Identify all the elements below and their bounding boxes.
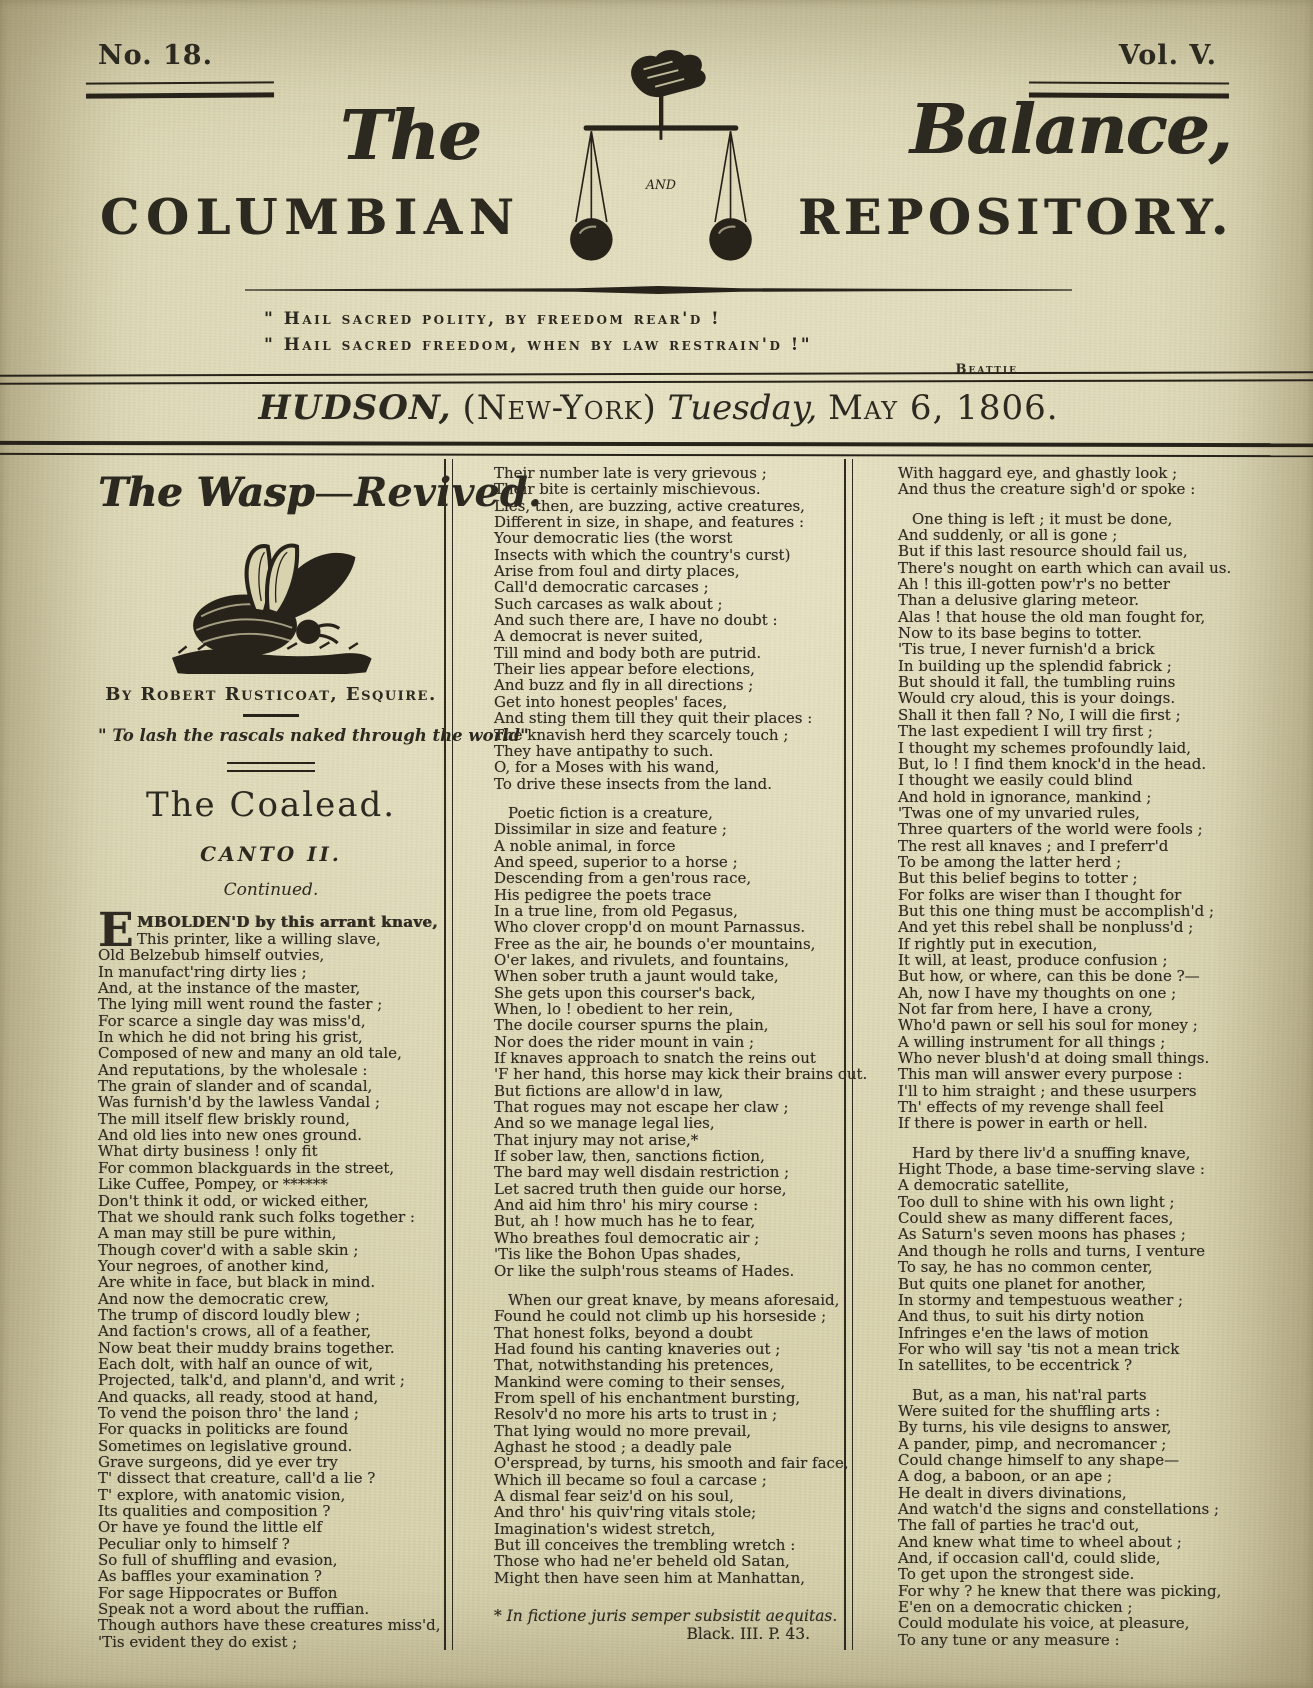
poem-line: Who never blush'd at doing small things. bbox=[898, 1049, 1210, 1068]
poem-line: In manufact'ring dirty lies ; bbox=[98, 962, 307, 981]
poem-line: For why ? he knew that there was picking, bbox=[898, 1581, 1222, 1600]
poem-line: There's nought on earth which can avail us. bbox=[898, 558, 1232, 577]
dateline bbox=[84, 388, 1233, 428]
stanza bbox=[494, 465, 844, 792]
poem-line: In stormy and tempestuous weather ; bbox=[898, 1290, 1184, 1309]
poem-line: This man will answer every purpose : bbox=[898, 1065, 1183, 1084]
poem-line: Though cover'd with a sable skin ; bbox=[98, 1240, 359, 1259]
poem-line: By turns, his vile designs to answer, bbox=[898, 1418, 1172, 1437]
poem-line: If rightly put in execution, bbox=[898, 934, 1098, 953]
poem-line: Could shew as many different faces, bbox=[898, 1209, 1174, 1228]
poem-line: But should it fall, the tumbling ruins bbox=[898, 673, 1176, 692]
poem-line: Was furnish'd by the lawless Vandal ; bbox=[98, 1093, 381, 1112]
byline-rule bbox=[243, 714, 299, 717]
masthead-columbian: COLUMBIAN bbox=[100, 188, 521, 246]
poem-line: And suddenly, or all is gone ; bbox=[898, 526, 1118, 545]
double-rule-above-dateline bbox=[0, 371, 1313, 384]
stanza bbox=[494, 803, 868, 1280]
poem-line: Each dolt, with half an ounce of wit, bbox=[98, 1354, 374, 1373]
poem-line: And speed, superior to a horse ; bbox=[494, 852, 738, 871]
poem-line: One thing is left ; it must be done, bbox=[912, 509, 1173, 528]
poem-line: Infringes e'en the laws of motion bbox=[898, 1323, 1149, 1342]
issue-number: No. 18. bbox=[98, 40, 213, 71]
poem-line: Ah, now I have my thoughts on one ; bbox=[898, 983, 1177, 1002]
poem-line: For who will say 'tis not a mean trick bbox=[898, 1339, 1180, 1358]
poem-line: Let sacred truth then guide our horse, bbox=[494, 1179, 787, 1198]
poem-line: Hard by there liv'd a snuffing knave, bbox=[912, 1143, 1191, 1162]
poem-line: Which ill became so foul a carcase ; bbox=[494, 1470, 767, 1489]
poem-line: 'Tis true, I never furnish'd a brick bbox=[898, 640, 1155, 659]
poem-line: From spell of his enchantment bursting, bbox=[494, 1388, 801, 1407]
poem-line: Would cry aloud, this is your doings. bbox=[898, 689, 1176, 708]
poem-line: I thought we easily could blind bbox=[898, 771, 1133, 790]
poem-line: And, at the instance of the master, bbox=[98, 979, 361, 998]
poem-line: Now beat their muddy brains together. bbox=[98, 1338, 395, 1357]
poem-line: Descending from a gen'rous race, bbox=[494, 869, 752, 888]
poem-line: But this belief begins to totter ; bbox=[898, 869, 1138, 888]
dateline-date: May 6, 1806. bbox=[828, 388, 1059, 428]
poem-line: A willing instrument for all things ; bbox=[898, 1032, 1166, 1051]
wasp-illustration bbox=[145, 536, 397, 674]
article-motto: " To lash the rascals naked through the world" bbox=[98, 726, 529, 745]
poem-line: 'F her hand, this horse may kick their brains out. bbox=[494, 1065, 868, 1084]
poem-line: The rest all knaves ; and I preferr'd bbox=[898, 836, 1169, 855]
short-double-rule bbox=[227, 762, 315, 772]
footnote bbox=[494, 1608, 844, 1643]
masthead-repository: REPOSITORY. bbox=[798, 188, 1233, 246]
poem-line: For common blackguards in the street, bbox=[98, 1158, 395, 1177]
poem-line: T' dissect that creature, call'd a lie ? bbox=[98, 1469, 376, 1488]
poem-line: When, lo ! obedient to her rein, bbox=[494, 1000, 734, 1018]
swelled-rule-divider bbox=[245, 286, 1072, 294]
poem-line: He dealt in divers divinations, bbox=[898, 1483, 1127, 1502]
poem-line: But if this last resource should fail us, bbox=[898, 542, 1188, 561]
poem-line: Ah ! this ill-gotten pow'r's no better bbox=[898, 575, 1170, 594]
poem-line: Th' effects of my revenge shall feel bbox=[898, 1098, 1164, 1117]
poem-lines-container bbox=[98, 931, 444, 1650]
poem-line: What dirty business ! only fit bbox=[98, 1142, 318, 1161]
poem-column-3 bbox=[898, 465, 1233, 1648]
poem-line: Resolv'd no more his arts to trust in ; bbox=[494, 1405, 778, 1424]
poem-line: And faction's crows, all of a feather, bbox=[98, 1322, 372, 1341]
column-3 bbox=[854, 455, 1233, 1650]
poem-line: But quits one planet for another, bbox=[898, 1274, 1147, 1293]
poem-line: To drive these insects from the land. bbox=[494, 774, 773, 793]
paper-motto bbox=[264, 306, 1024, 377]
poem-line: Aghast he stood ; a deadly pale bbox=[494, 1437, 732, 1456]
poem-line: Its qualities and composition ? bbox=[98, 1502, 331, 1521]
poem-line: And though he rolls and turns, I venture bbox=[898, 1241, 1206, 1260]
poem-line: Their bite is certainly mischievous. bbox=[494, 480, 761, 499]
column-2 bbox=[454, 455, 868, 1650]
poem-line: But, lo ! I find them knock'd in the head. bbox=[898, 754, 1207, 773]
poem-line: Three quarters of the world were fools ; bbox=[898, 820, 1203, 839]
poem-line: Though authors have these creatures miss'd, bbox=[98, 1616, 441, 1635]
poem-line: Were suited for the shuffling arts : bbox=[898, 1401, 1161, 1420]
stanza bbox=[898, 511, 1233, 1132]
poem-line: But how, or where, can this be done ?— bbox=[898, 967, 1200, 986]
masthead-and-label: AND bbox=[645, 177, 676, 193]
poem-line: Those who had ne'er beheld old Satan, bbox=[494, 1552, 790, 1571]
poem-line: Your negroes, of another kind, bbox=[98, 1256, 330, 1275]
poem-line: So full of shuffling and evasion, bbox=[98, 1551, 338, 1570]
poem-line: O, for a Moses with his wand, bbox=[494, 758, 720, 777]
poem-line: Free as the air, he bounds o'er mountains, bbox=[494, 934, 816, 953]
poem-line: They have antipathy to such. bbox=[494, 741, 714, 760]
poem-line: For scarce a single day was miss'd, bbox=[98, 1011, 366, 1030]
poem-line: But ill conceives the trembling wretch : bbox=[494, 1536, 796, 1554]
byline: By Robert Rusticoat, Esquire. bbox=[105, 684, 437, 705]
poem-line: The mill itself flew briskly round, bbox=[98, 1109, 350, 1128]
article-title bbox=[98, 469, 542, 516]
stanza bbox=[898, 1145, 1233, 1374]
poem-line: When sober truth a jaunt would take, bbox=[494, 967, 779, 986]
poem-line: Shall it then fall ? No, I will die first ; bbox=[898, 705, 1181, 724]
poem-line: With haggard eye, and ghastly look ; bbox=[898, 464, 1178, 482]
continued-note: Continued. bbox=[223, 880, 319, 900]
motto-attribution: Beattie bbox=[955, 362, 1018, 377]
poem-line: As baffles your examination ? bbox=[98, 1567, 322, 1586]
poem-line: O'erspread, by turns, his smooth and fair face, bbox=[494, 1454, 849, 1473]
poem-line: Who'd pawn or sell his soul for money ; bbox=[898, 1016, 1198, 1035]
poem-line: Sometimes on legislative ground. bbox=[98, 1436, 353, 1455]
drop-cap: E bbox=[98, 903, 134, 958]
poem-line: And thro' his quiv'ring vitals stole; bbox=[494, 1503, 757, 1522]
poem-line: Alas ! that house the old man fought for, bbox=[898, 607, 1206, 626]
poem-line: Poetic fiction is a creature, bbox=[508, 803, 713, 822]
poem-line: To get upon the strongest side. bbox=[898, 1565, 1135, 1584]
issue-number-rule bbox=[86, 81, 274, 98]
poem-line: Who breathes foul democratic air ; bbox=[494, 1228, 760, 1247]
poem-line: That, notwithstanding his pretences, bbox=[494, 1356, 774, 1375]
poem-line: This printer, like a willing slave, bbox=[136, 930, 381, 948]
poem-line: Found he could not climb up his horseside ; bbox=[494, 1307, 827, 1326]
poem-line: Like Cuffee, Pompey, or ****** bbox=[98, 1175, 328, 1194]
poem-line: Could change himself to any shape— bbox=[898, 1450, 1180, 1469]
poem-line: She gets upon this courser's back, bbox=[494, 983, 756, 1002]
poem-line: Arise from foul and dirty places, bbox=[494, 562, 740, 581]
poem-line: Or like the sulph'rous steams of Hades. bbox=[494, 1261, 795, 1280]
poem-line: The docile courser spurns the plain, bbox=[494, 1016, 769, 1035]
masthead-the: The bbox=[340, 96, 481, 176]
poem-line: The knavish herd they scarcely touch ; bbox=[494, 725, 789, 744]
poem-line: Peculiar only to himself ? bbox=[98, 1534, 290, 1553]
poem-line: If knaves approach to snatch the reins out bbox=[494, 1049, 816, 1068]
poem-line: Their lies appear before elections, bbox=[494, 660, 755, 679]
poem-line: But fictions are allow'd in law, bbox=[494, 1081, 724, 1100]
article-columns bbox=[84, 455, 1233, 1650]
poem-line: And watch'd the signs and constellations ; bbox=[898, 1499, 1220, 1518]
poem-line: Till mind and body both are putrid. bbox=[494, 643, 762, 662]
poem-line: 'Tis evident they do exist ; bbox=[98, 1632, 298, 1651]
poem-line: E'en on a democratic chicken ; bbox=[898, 1598, 1133, 1617]
poem-line: In which he did not bring his grist, bbox=[98, 1028, 363, 1047]
poem-line: To be among the latter herd ; bbox=[898, 852, 1122, 871]
poem-line: Insects with which the country's curst) bbox=[494, 545, 791, 564]
poem-line: Grave surgeons, did ye ever try bbox=[98, 1453, 338, 1471]
poem-line: T' explore, with anatomic vision, bbox=[98, 1485, 346, 1504]
poem-line: As Saturn's seven moons has phases ; bbox=[898, 1225, 1186, 1244]
poem-line: And sting them till they quit their places : bbox=[494, 709, 813, 728]
poem-line: To vend the poison thro' the land ; bbox=[98, 1403, 359, 1422]
poem-line: And such there are, I have no doubt : bbox=[494, 611, 778, 630]
opening-line-text: MBOLDEN'D by this arrant knave, bbox=[136, 913, 438, 931]
motto-line-1: " Hail sacred polity, by freedom rear'd ! bbox=[264, 309, 722, 329]
poem-line: And thus, to suit his dirty notion bbox=[898, 1307, 1145, 1326]
poem-line: The bard may well disdain restriction ; bbox=[494, 1163, 790, 1182]
column-separator-rule bbox=[844, 459, 853, 1650]
poem-line: And thus the creature sigh'd or spoke : bbox=[898, 480, 1196, 499]
poem-line: Get into honest peoples' faces, bbox=[494, 692, 728, 711]
poem-title: The Coalead. bbox=[145, 785, 397, 825]
poem-line: For quacks in politicks are found bbox=[98, 1420, 349, 1439]
poem-column-1 bbox=[98, 903, 444, 1651]
poem-line: That injury may not arise,* bbox=[494, 1130, 699, 1149]
hand-with-scales-icon bbox=[561, 48, 757, 280]
poem-line: His pedigree the poets trace bbox=[494, 885, 712, 904]
poem-line: But, ah ! how much has he to fear, bbox=[494, 1212, 756, 1231]
poem-line: To any tune or any measure : bbox=[898, 1630, 1120, 1649]
poem-line: The lying mill went round the faster ; bbox=[98, 995, 383, 1014]
poem-line: Might then have seen him at Manhattan, bbox=[494, 1568, 805, 1587]
poem-lines-container bbox=[494, 464, 868, 1587]
article-title-main: The Wasp bbox=[98, 469, 315, 516]
poem-line: But, as a man, his nat'ral parts bbox=[912, 1385, 1147, 1404]
stanza bbox=[98, 931, 444, 1650]
poem-line: If there is power in earth or hell. bbox=[898, 1114, 1148, 1133]
poem-line: Had found his canting knaveries out ; bbox=[494, 1339, 781, 1358]
masthead bbox=[84, 30, 1233, 455]
poem-line: Dissimilar in size and feature ; bbox=[494, 820, 727, 839]
masthead-balance: Balance, bbox=[909, 90, 1231, 170]
newspaper-page bbox=[84, 30, 1233, 1650]
poem-line: Their number late is very grievous ; bbox=[494, 464, 767, 482]
poem-line: 'Tis like the Bohon Upas shades, bbox=[494, 1245, 742, 1264]
poem-line: The trump of discord loudly blew ; bbox=[98, 1305, 361, 1324]
poem-line: A man may still be pure within, bbox=[98, 1224, 337, 1243]
poem-line: Now to its base begins to totter. bbox=[898, 624, 1142, 643]
poem-line: Could modulate his voice, at pleasure, bbox=[898, 1614, 1190, 1633]
poem-line: Too dull to shine with his own light ; bbox=[898, 1192, 1175, 1211]
article-title-sub: Revived. bbox=[354, 469, 542, 516]
poem-line: I thought my schemes profoundly laid, bbox=[898, 738, 1192, 757]
poem-line: But this one thing must be accomplish'd ; bbox=[898, 901, 1215, 920]
poem-line: And hold in ignorance, mankind ; bbox=[898, 787, 1152, 806]
poem-line: Your democratic lies (the worst bbox=[494, 529, 733, 548]
poem-line: Are white in face, but black in mind. bbox=[98, 1273, 376, 1292]
poem-line: In satellites, to be eccentrick ? bbox=[898, 1356, 1133, 1375]
poem-line: Imagination's widest stretch, bbox=[494, 1519, 716, 1538]
poem-line: In building up the splendid fabrick ; bbox=[898, 656, 1172, 675]
dateline-day: Tuesday, bbox=[667, 388, 818, 428]
motto-line-2: " Hail sacred freedom, when by law restrain'd !" bbox=[264, 335, 813, 355]
poem-line: And now the democratic crew, bbox=[98, 1289, 330, 1308]
stanza bbox=[898, 465, 1233, 498]
poem-line: The grain of slander and of scandal, bbox=[98, 1077, 373, 1096]
poem-line: Call'd democratic carcases ; bbox=[494, 578, 709, 597]
poem-line: And aid him thro' his miry course : bbox=[494, 1196, 759, 1215]
column-1 bbox=[84, 455, 542, 1651]
poem-line: When our great knave, by means aforesaid, bbox=[508, 1290, 840, 1309]
poem-line: A dismal fear seiz'd on his soul, bbox=[494, 1486, 734, 1505]
poem-lines-container bbox=[898, 465, 1233, 1648]
poem-line: I'll to him straight ; and these usurpers bbox=[898, 1081, 1197, 1100]
poem-line: A dog, a baboon, or an ape ; bbox=[898, 1467, 1113, 1486]
balance-scales-illustration bbox=[561, 48, 757, 280]
poem-line: Not far from here, I have a crony, bbox=[898, 1000, 1153, 1018]
poem-line: And reputations, by the wholesale : bbox=[98, 1060, 368, 1079]
poem-line: Don't think it odd, or wicked either, bbox=[98, 1191, 369, 1210]
volume-number: Vol. V. bbox=[1118, 40, 1217, 71]
poem-line: It will, at least, produce confusion ; bbox=[898, 950, 1168, 969]
poem-line: Who clover cropp'd on mount Parnassus. bbox=[494, 918, 806, 937]
stanza bbox=[898, 1387, 1233, 1649]
poem-line: A pander, pimp, and necromancer ; bbox=[898, 1434, 1167, 1453]
poem-line: That lying would no more prevail, bbox=[494, 1421, 752, 1440]
poem-line: And, if occasion call'd, could slide, bbox=[898, 1549, 1161, 1567]
dateline-city: HUDSON, bbox=[258, 388, 452, 428]
poem-line: Lies, then, are buzzing, active creatures, bbox=[494, 496, 805, 515]
poem-line: And quacks, all ready, stood at hand, bbox=[98, 1387, 379, 1406]
poem-line: Projected, talk'd, and plann'd, and writ ; bbox=[98, 1371, 405, 1390]
footnote-text: * In fictione juris semper subsistit aequitas. bbox=[494, 1607, 838, 1626]
poem-line: And buzz and fly in all directions ; bbox=[494, 676, 754, 695]
dateline-state: (New-York) bbox=[462, 388, 657, 428]
poem-line: Such carcases as walk about ; bbox=[494, 594, 723, 613]
poem-line: And so we manage legal lies, bbox=[494, 1114, 715, 1133]
poem-line: That we should rank such folks together : bbox=[98, 1207, 415, 1226]
article-title-dash: — bbox=[314, 470, 355, 516]
poem-line: Speak not a word about the ruffian. bbox=[98, 1600, 370, 1619]
poem-column-2 bbox=[494, 464, 868, 1644]
poem-line: Different in size, in shape, and features : bbox=[494, 513, 805, 532]
poem-line: Composed of new and many an old tale, bbox=[98, 1044, 402, 1063]
canto-heading: CANTO II. bbox=[200, 842, 342, 866]
poem-line: Hight Thode, a base time-serving slave : bbox=[898, 1160, 1205, 1179]
heavy-rule-below-dateline bbox=[0, 441, 1313, 457]
poem-line: To say, he has no common center, bbox=[898, 1258, 1153, 1277]
poem-line: Nor does the rider mount in vain ; bbox=[494, 1032, 755, 1051]
poem-line: Mankind were coming to their senses, bbox=[494, 1372, 786, 1391]
poem-line: And knew what time to wheel about ; bbox=[898, 1532, 1182, 1551]
poem-line: That rogues may not escape her claw ; bbox=[494, 1098, 789, 1117]
poem-line: Or have ye found the little elf bbox=[98, 1518, 323, 1537]
column-separator-rule bbox=[444, 459, 453, 1650]
poem-line: And old lies into new ones ground. bbox=[98, 1126, 362, 1145]
poem-line: For sage Hippocrates or Buffon bbox=[98, 1583, 338, 1602]
poem-line: O'er lakes, and rivulets, and fountains, bbox=[494, 950, 789, 969]
poem-line: That honest folks, beyond a doubt bbox=[494, 1323, 753, 1342]
poem-line: The last expedient I will try first ; bbox=[898, 722, 1153, 741]
poem-line: 'Twas one of my unvaried rules, bbox=[898, 803, 1140, 822]
stanza bbox=[494, 1290, 849, 1587]
footnote-citation: Black. III. P. 43. bbox=[686, 1625, 810, 1644]
poem-line: Than a delusive glaring meteor. bbox=[898, 591, 1139, 610]
poem-line: A noble animal, in force bbox=[494, 836, 676, 855]
poem-line: For folks are wiser than I thought for bbox=[898, 885, 1182, 904]
poem-line: Old Belzebub himself outvies, bbox=[98, 946, 325, 965]
poem-line: If sober law, then, sanctions fiction, bbox=[494, 1147, 765, 1166]
poem-line: A democratic satellite, bbox=[898, 1176, 1070, 1195]
poem-line: In a true line, from old Pegasus, bbox=[494, 901, 738, 920]
poem-line: And yet this rebel shall be nonpluss'd ; bbox=[898, 918, 1194, 937]
poem-line: The fall of parties he trac'd out, bbox=[898, 1516, 1140, 1535]
poem-line: A democrat is never suited, bbox=[494, 627, 704, 646]
